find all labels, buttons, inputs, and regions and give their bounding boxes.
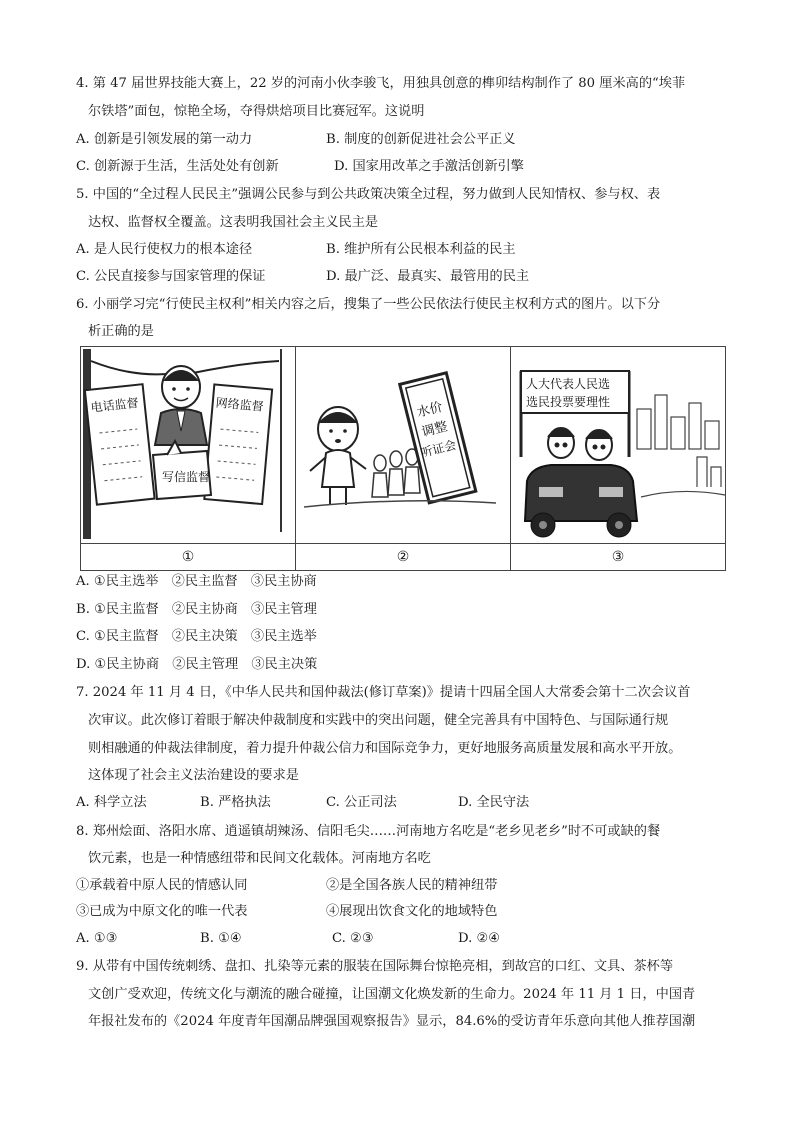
q6-option-b[interactable]: B. ①民主监督 ②民主协商 ③民主管理 [76,602,317,617]
picture-2-number: ② [296,544,511,571]
q4-stem-line2: 尔铁塔”面包，惊艳全场，夺得烘焙项目比赛冠军。这说明 [88,104,425,119]
q8-option-c[interactable]: C. ②③ [332,931,374,946]
picture-1-supervision-illustration [81,347,293,543]
q9-stem-line1: 9. 从带有中国传统刺绣、盘扣、扎染等元素的服装在国际舞台惊艳亮相，到故宫的口红、文具、茶杯等 [76,959,674,974]
boy-figure [310,407,366,505]
q8-statement-3: ③已成为中原文化的唯一代表 [76,904,248,919]
sign-line-adjust: 调整 [420,419,450,441]
label-letter-supervision: 写信监督 [162,470,211,484]
label-phone-supervision: 电话监督 [90,395,140,415]
q4-option-b[interactable]: B. 制度的创新促进社会公平正义 [326,132,516,147]
crowd-silhouettes [372,449,420,497]
q5-option-a[interactable]: A. 是人民行使权力的根本途径 [76,242,253,257]
q8-statement-1: ①承载着中原人民的情感认同 [76,878,248,893]
q7-stem-line2: 次审议。此次修订着眼于解决仲裁制度和实践中的突出问题，健全完善具有中国特色、与国际通行规 [88,713,669,728]
letter-bubble [153,441,211,499]
man-figure [155,366,207,445]
q5-option-d[interactable]: D. 最广泛、最真实、最管用的民主 [326,269,530,284]
q8-stem-line2: 饮元素，也是一种情感纽带和民间文化载体。河南地方名吃 [88,851,431,866]
q8-option-a[interactable]: A. ①③ [76,931,118,946]
q7-stem-line3: 则相融通的仲裁法律制度，着力提升仲裁公信力和国际竞争力，更好地服务高质量发展和高水平开放。 [88,741,682,756]
q7-option-b[interactable]: B. 严格执法 [200,795,271,810]
picture-3-number: ③ [511,544,726,571]
picture-1-number: ① [81,544,296,571]
q6-stem-line2: 析正确的是 [88,324,154,339]
q8-statement-2: ②是全国各族人民的精神纽带 [326,878,498,893]
q6-option-a[interactable]: A. ①民主选举 ②民主监督 ③民主协商 [76,574,317,589]
q8-option-d[interactable]: D. ②④ [458,931,501,946]
q7-stem-line4: 这体现了社会主义法治建设的要求是 [88,768,299,783]
q6-stem-line1: 6. 小丽学习完“行使民主权利”相关内容之后，搜集了一些公民依法行使民主权利方式的图片。以下分 [76,297,661,312]
picture-2-hearing-illustration [296,347,508,543]
q7-option-c[interactable]: C. 公正司法 [326,795,397,810]
q6-option-c[interactable]: C. ①民主监督 ②民主决策 ③民主选举 [76,629,317,644]
q6-option-d[interactable]: D. ①民主协商 ②民主管理 ③民主决策 [76,657,318,672]
q8-statement-4: ④展现出饮食文化的地域特色 [326,904,498,919]
sign-line-hearing: 听证会 [419,437,458,461]
q7-option-d[interactable]: D. 全民守法 [458,795,530,810]
sign-line-water-price: 水价 [415,399,445,421]
q5-option-c[interactable]: C. 公民直接参与国家管理的保证 [76,269,266,284]
q5-option-b[interactable]: B. 维护所有公民根本利益的民主 [326,242,516,257]
q5-stem-line2: 达权、监督权全覆盖。这表明我国社会主义民主是 [88,215,379,230]
label-internet-supervision: 网络监督 [215,395,265,414]
q4-option-d[interactable]: D. 国家用改革之手激活创新引擎 [334,159,524,174]
banner-line-1: 人大代表人民选 [526,377,611,391]
q5-stem-line1: 5. 中国的“全过程人民民主”强调公民参与到公共政策决策全过程，努力做到人民知情权、参与权、表 [76,187,661,202]
q8-option-b[interactable]: B. ①④ [200,931,242,946]
city-skyline [637,395,721,487]
q7-option-a[interactable]: A. 科学立法 [76,795,147,810]
picture-3-cell [511,347,726,544]
q9-stem-line3: 年报社发布的《2024 年度青年国潮品牌强国观察报告》显示，84.6%的受访青年乐意向其他人推荐国潮 [88,1014,696,1029]
q6-picture-table [80,346,726,571]
picture-1-cell [81,347,296,544]
car [525,465,637,537]
q8-stem-line1: 8. 郑州烩面、洛阳水席、逍遥镇胡辣汤、信阳毛尖……河南地方名吃是“老乡见老乡”时不可或缺的餐 [76,824,661,839]
q4-option-c[interactable]: C. 创新源于生活，生活处处有创新 [76,159,279,174]
q9-stem-line2: 文创广受欢迎，传统文化与潮流的融合碰撞，让国潮文化焕发新的生命力。2024 年 11 月 1 日，中国青 [88,987,696,1002]
q4-option-a[interactable]: A. 创新是引领发展的第一动力 [76,132,253,147]
picture-3-election-illustration [511,347,731,543]
picture-2-cell [296,347,511,544]
banner-line-2: 选民投票要理性 [526,395,611,409]
two-people [548,428,612,460]
q7-stem-line1: 7. 2024 年 11 月 4 日，《中华人民共和国仲裁法(修订草案)》提请十四届全国人大常委会第十二次会议首 [76,685,691,700]
q4-stem-line1: 4. 第 47 届世界技能大赛上，22 岁的河南小伙李骏飞，用独具创意的榫卯结构制作了 80 厘米高的“埃菲 [76,76,686,91]
